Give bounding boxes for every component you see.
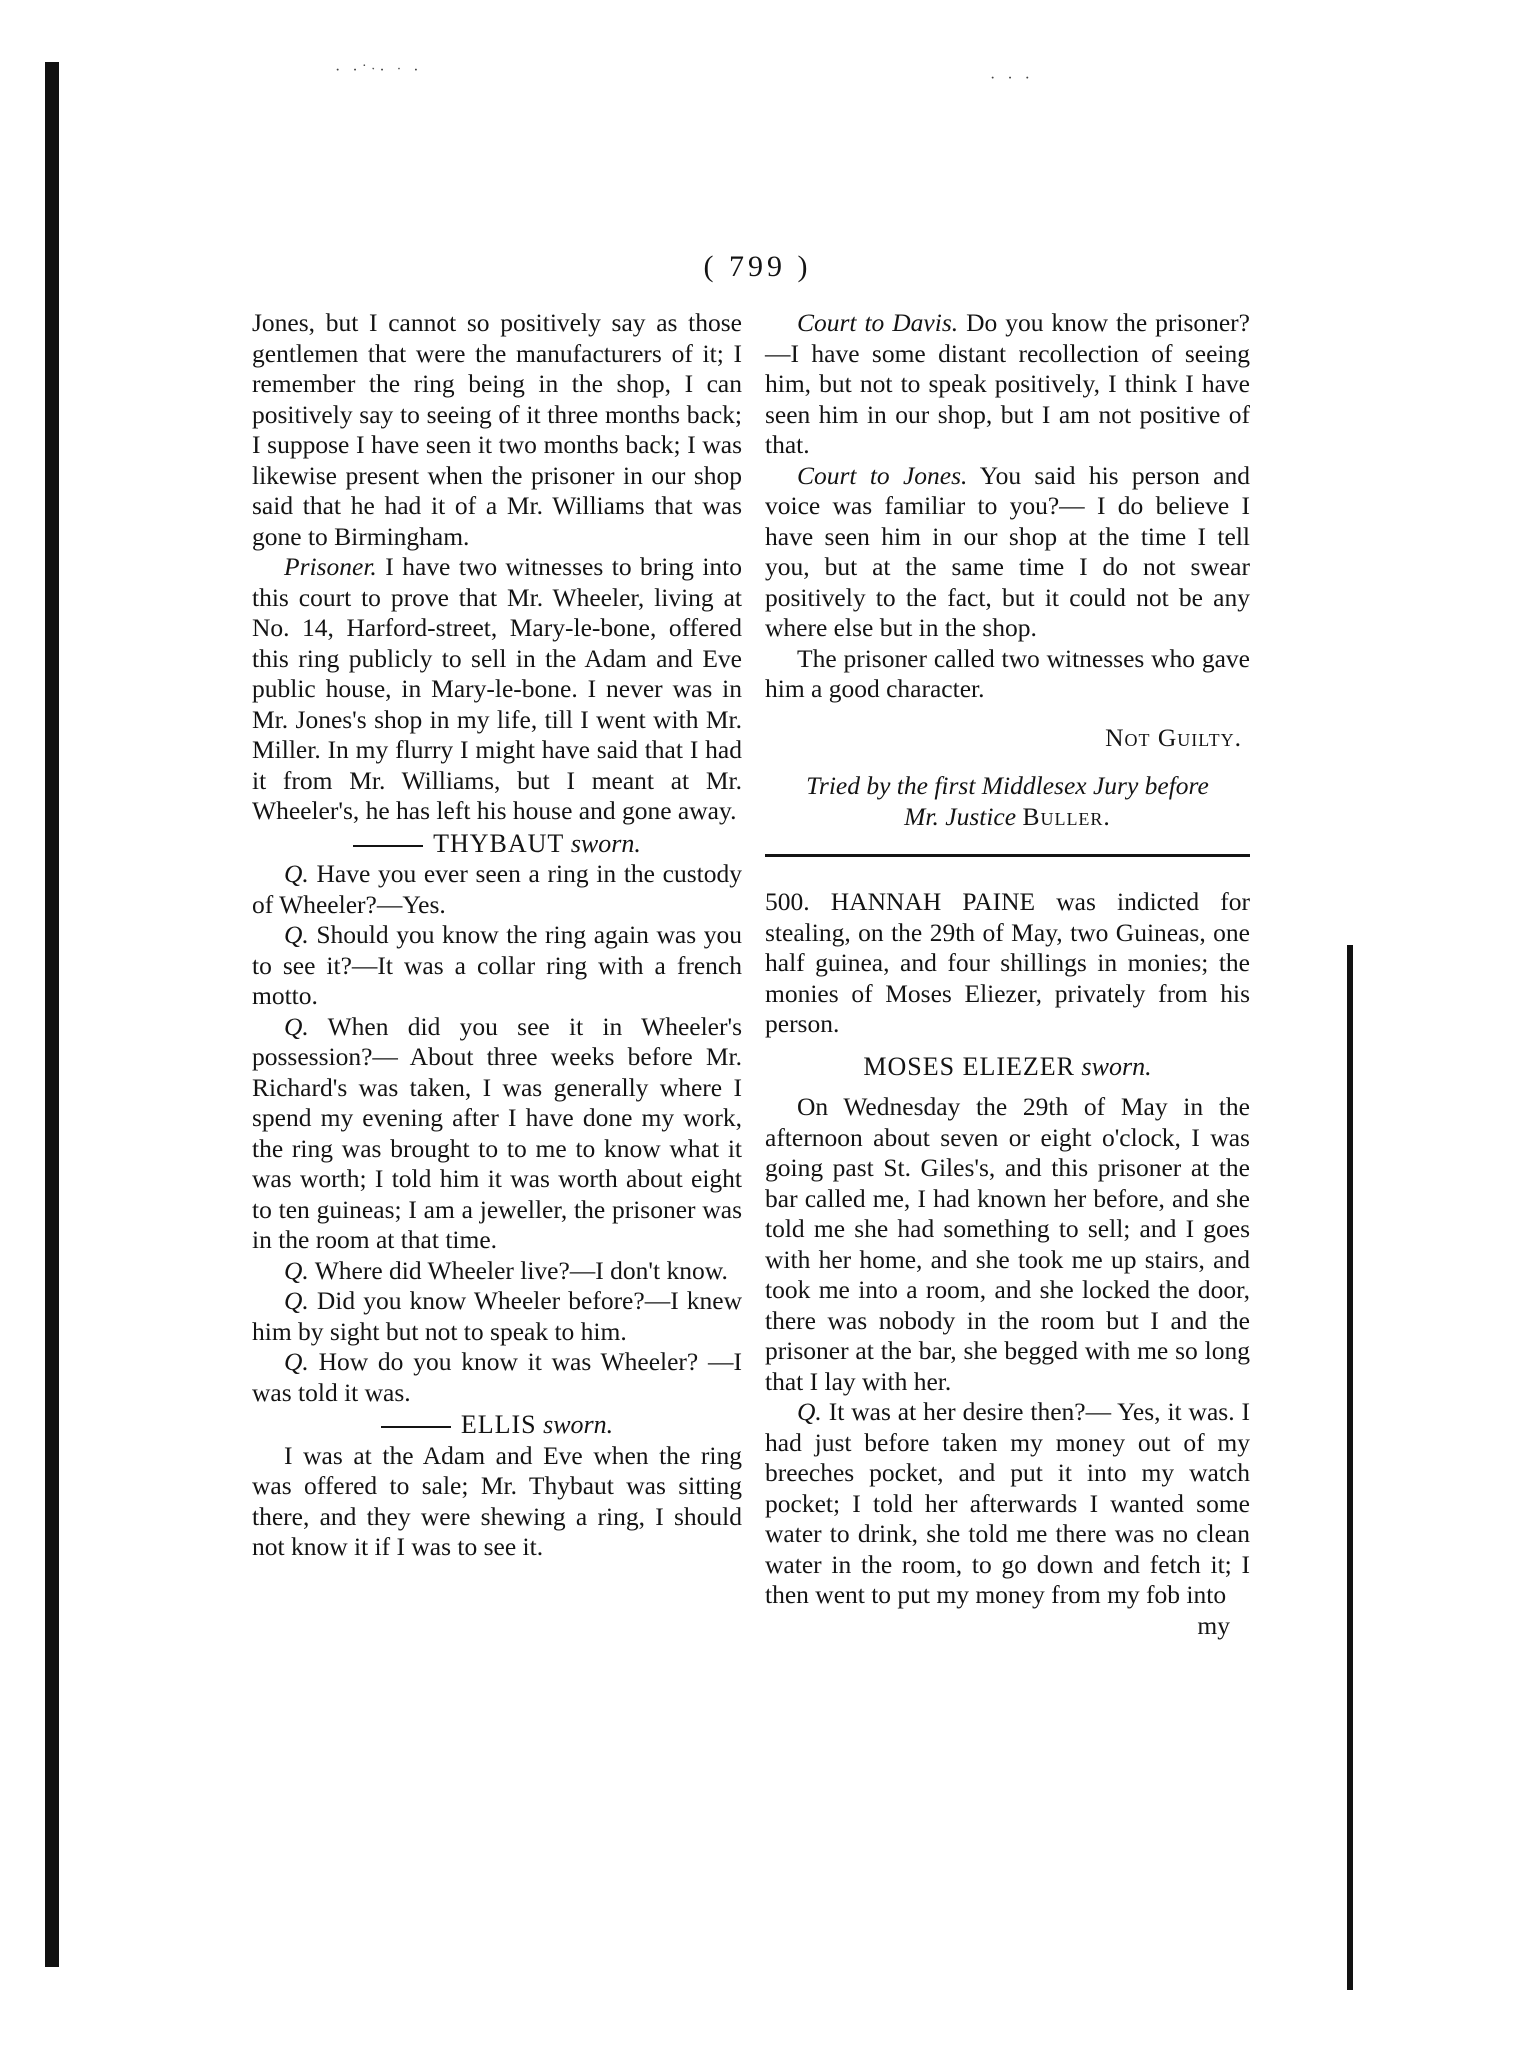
- catchword: my: [1197, 1610, 1230, 1640]
- question-mark: Q.: [797, 1397, 822, 1426]
- question: [765, 1397, 1250, 1611]
- dash-rule: [381, 1426, 451, 1428]
- testimony-text: I have two witnesses to bring into this court to prove that Mr. Wheeler, living at No. 14, Harford-street, Mary-le-bone, offered this ring publicly to sell in the Adam and Eve public house, in Mary-le-bone. I never was in Mr. Jones's shop in my life, till I went with Mr. Miller. In my flurry I might have said that I had it from Mr. Williams, but I meant at Mr. Wheeler's, he has left his house and gone away.: [252, 552, 742, 825]
- question: [252, 920, 742, 1012]
- sworn-label: sworn.: [543, 1410, 614, 1439]
- speaker-label: Court to Davis.: [797, 308, 959, 337]
- question-mark: Q.: [284, 859, 309, 888]
- paragraph: [252, 552, 742, 827]
- scan-speckle: · · ·: [990, 70, 1034, 87]
- scan-speckle: · ·˙ˑ· ˑ ·: [335, 62, 423, 79]
- case-heading: 500. HANNAH PAINE was indicted for stealing, on the 29th of May, two Guineas, one half guinea, and four shillings in monies; the monies of Moses Eliezer, privately from his person.: [765, 887, 1250, 1038]
- question: [252, 1286, 742, 1347]
- witness-heading: [765, 1052, 1250, 1083]
- sworn-label: sworn.: [1081, 1051, 1152, 1081]
- paragraph: The prisoner called two witnesses who gave him a good character.: [765, 643, 1250, 703]
- left-column: [252, 308, 742, 1563]
- judge-title: Mr. Justice: [904, 801, 1017, 831]
- question-mark: Q.: [284, 1286, 309, 1315]
- testimony-text: You said his person and voice was familiar to you?— I do believe I have seen him in our shop at the time I tell you, but at the same time I do not swear positively to the fact, but it could not be any where else but in the shop.: [765, 460, 1250, 642]
- judge-name: Buller.: [1022, 801, 1111, 831]
- witness-name: ELLIS: [460, 1410, 537, 1439]
- right-column: [765, 308, 1250, 1641]
- witness-name: MOSES ELIEZER: [863, 1051, 1076, 1081]
- section-rule: [765, 854, 1250, 857]
- speaker-label: Court to Jones.: [797, 460, 968, 490]
- question-text: Have you ever seen a ring in the custody of Wheeler?—Yes.: [252, 859, 742, 919]
- question: [252, 1012, 742, 1256]
- question-text: How do you know it was Wheeler? —I was told it was.: [252, 1347, 742, 1407]
- question-mark: Q.: [284, 1347, 309, 1376]
- question-text: It was at her desire then?— Yes, it was. I had just before taken my money out of my breeches pocket, and put it into my watch pocket; I told her afterwards I wanted some water to drink, she told me there was no clean water in the room, to go down and fetch it; I then went to put my money from my fob into: [765, 1397, 1250, 1609]
- question-mark: Q.: [284, 1255, 309, 1285]
- testimony-text: Do you know the prisoner?—I have some distant recollection of seeing him, but not to speak positively, I think I have seen him in our shop, but I am not positive of that.: [765, 308, 1250, 459]
- question-mark: Q.: [284, 920, 309, 949]
- tried-line: Tried by the first Middlesex Jury before: [806, 771, 1209, 800]
- tried-line: [765, 802, 1250, 833]
- speaker-label: Prisoner.: [284, 552, 377, 581]
- scan-edge-bar: [45, 62, 59, 1967]
- question-text: Did you know Wheeler before?—I knew him by sight but not to speak to him.: [252, 1286, 742, 1346]
- scan-right-edge-bar: [1347, 945, 1353, 1990]
- paragraph: [765, 308, 1250, 461]
- question-text: Should you know the ring again was you to see it?—It was a collar ring with a french motto.: [252, 920, 742, 1010]
- question-text: When did you see it in Wheeler's possession?— About three weeks before Mr. Richard's was taken, I was generally where I spend my evening after I have done my work, the ring was brought to to me to know what it was worth; I told him it was worth about eight to ten guineas; I am a jeweller, the prisoner was in the room at that time.: [252, 1011, 742, 1254]
- witness-heading: [252, 829, 742, 860]
- paragraph: I was at the Adam and Eve when the ring was offered to sale; Mr. Thybaut was sitting there, and they were shewing a ring, I should not know it if I was to see it.: [252, 1440, 742, 1561]
- page-number: ( 799 ): [703, 250, 812, 283]
- question-mark: Q.: [284, 1011, 309, 1041]
- paragraph: Jones, but I cannot so positively say as those gentlemen that were the manufacturers of it; I remember the ring being in the shop, I can positively say to seeing of it three months back; I suppose I have seen it two months back; I was likewise present when the prisoner in our shop said that he had it of a Mr. Williams that was gone to Birmingham.: [252, 308, 742, 551]
- verdict: Not Guilty.: [1105, 722, 1242, 752]
- witness-heading: [252, 1410, 742, 1441]
- question: [252, 1347, 742, 1408]
- dash-rule: [353, 845, 423, 847]
- sworn-label: sworn.: [570, 828, 641, 858]
- question: [252, 1256, 742, 1287]
- witness-name: THYBAUT: [433, 828, 565, 858]
- paragraph: [765, 461, 1250, 644]
- question-text: Where did Wheeler live?—I don't know.: [308, 1255, 728, 1285]
- question: [252, 859, 742, 920]
- paragraph: On Wednesday the 29th of May in the afternoon about seven or eight o'clock, I was going past St. Giles's, and this prisoner at the bar called me, I had known her before, and she told me she had something to sell; and I goes with her home, and she took me up stairs, and took me into a room, and she locked the door, there was nobody in the room but I and the prisoner at the bar, she begged with me so long that I lay with her.: [765, 1092, 1250, 1396]
